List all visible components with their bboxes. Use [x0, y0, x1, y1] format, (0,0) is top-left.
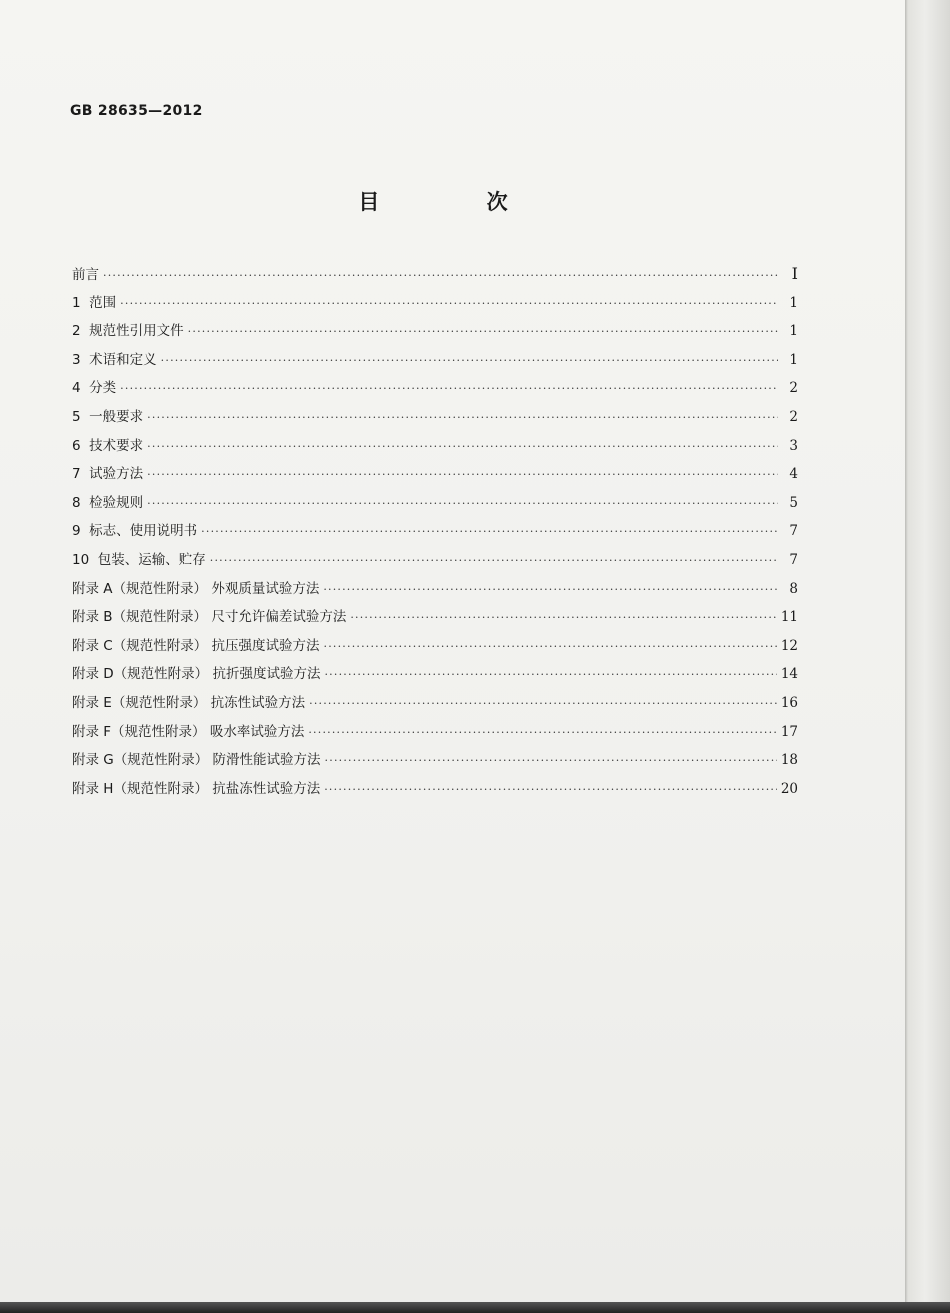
toc-leader-dots — [147, 433, 778, 462]
toc-entry-label: 4 分类 — [72, 380, 117, 397]
toc-entry — [72, 260, 798, 289]
toc-leader-dots — [309, 690, 777, 719]
toc-entry-page-number: 17 — [780, 723, 798, 740]
toc-entry — [72, 346, 798, 375]
toc-entry — [72, 432, 798, 461]
toc-entry-label: 1 范围 — [72, 294, 117, 311]
toc-leader-dots — [308, 719, 776, 748]
toc-leader-dots — [324, 633, 777, 662]
toc-entry-page-number: 7 — [789, 551, 798, 568]
toc-entry-page-number: 2 — [789, 380, 798, 397]
toc-entry-page-number: 3 — [789, 437, 798, 454]
toc-entry-label: 附录 F（规范性附录） 吸水率试验方法 — [72, 723, 305, 740]
toc-entry-page-number: 20 — [780, 780, 798, 797]
toc-entry-page-number: 11 — [780, 609, 798, 626]
toc-entry-page-number: 12 — [780, 637, 798, 654]
toc-leader-dots — [188, 318, 778, 347]
toc-leader-dots — [323, 576, 778, 605]
toc-entry-label: 附录 B（规范性附录） 尺寸允许偏差试验方法 — [72, 609, 347, 626]
toc-entry-label: 附录 H（规范性附录） 抗盐冻性试验方法 — [72, 780, 321, 797]
toc-entry — [72, 460, 798, 489]
toc-leader-dots — [350, 604, 776, 633]
toc-entry — [72, 403, 798, 432]
toc-leader-dots — [120, 375, 778, 404]
toc-leader-dots — [201, 518, 778, 547]
toc-entry-label: 7 试验方法 — [72, 466, 144, 483]
toc-entry-page-number: 16 — [780, 694, 798, 711]
toc-entry-label: 附录 E（规范性附录） 抗冻性试验方法 — [72, 694, 306, 711]
toc-leader-dots — [147, 404, 778, 433]
toc-entry-page-number: 1 — [789, 351, 798, 368]
toc-leader-dots — [147, 490, 778, 519]
toc-entry — [72, 489, 798, 518]
toc-leader-dots — [120, 290, 778, 319]
toc-entry-label: 5 一般要求 — [72, 408, 144, 425]
toc-entry-page-number: I — [791, 264, 798, 283]
page-edge-shadow — [905, 0, 950, 1302]
toc-entry-page-number: 18 — [780, 752, 798, 769]
toc-entry-page-number: 14 — [780, 666, 798, 683]
toc-entry — [72, 775, 798, 804]
toc-entry-page-number: 4 — [789, 466, 798, 483]
standard-code-header: GB 28635—2012 — [70, 103, 203, 119]
toc-entry-page-number: 1 — [789, 294, 798, 311]
page-title: 目 次 — [358, 190, 558, 214]
toc-entry-page-number: 1 — [789, 323, 798, 340]
toc-entry — [72, 517, 798, 546]
toc-entry — [72, 603, 798, 632]
toc-entry-label: 附录 G（规范性附录） 防滑性能试验方法 — [72, 752, 321, 769]
toc-entry-label: 附录 D（规范性附录） 抗折强度试验方法 — [72, 666, 321, 683]
toc-entry-label: 前言 — [72, 267, 99, 283]
toc-entry-label: 附录 A（规范性附录） 外观质量试验方法 — [72, 580, 320, 597]
toc-entry-label: 9 标志、使用说明书 — [72, 523, 198, 540]
toc-entry-page-number: 8 — [789, 580, 798, 597]
toc-entry-page-number: 5 — [789, 494, 798, 511]
toc-entry — [72, 374, 798, 403]
toc-entry — [72, 317, 798, 346]
toc-entry-page-number: 2 — [789, 408, 798, 425]
toc-entry — [72, 546, 798, 575]
toc-leader-dots — [103, 262, 778, 291]
toc-leader-dots — [324, 776, 777, 805]
toc-entry — [72, 718, 798, 747]
toc-entry-label: 附录 C（规范性附录） 抗压强度试验方法 — [72, 637, 320, 654]
toc-entry-label: 6 技术要求 — [72, 437, 144, 454]
toc-entry-label: 10 包装、运输、贮存 — [72, 551, 206, 568]
scan-bottom-border — [0, 1302, 950, 1313]
toc-entry — [72, 746, 798, 775]
toc-leader-dots — [210, 547, 778, 576]
toc-entry — [72, 575, 798, 604]
toc-entry — [72, 289, 798, 318]
toc-leader-dots — [147, 461, 778, 490]
toc-entry-label: 8 检验规则 — [72, 494, 144, 511]
toc-leader-dots — [161, 347, 778, 376]
toc-entry — [72, 632, 798, 661]
toc-entry-label: 2 规范性引用文件 — [72, 323, 184, 340]
toc-leader-dots — [325, 747, 777, 776]
toc-entry-label: 3 术语和定义 — [72, 351, 157, 368]
toc-entry — [72, 660, 798, 689]
toc-leader-dots — [324, 661, 776, 690]
toc-entry-page-number: 7 — [789, 523, 798, 540]
toc-entry — [72, 689, 798, 718]
table-of-contents — [72, 260, 798, 803]
